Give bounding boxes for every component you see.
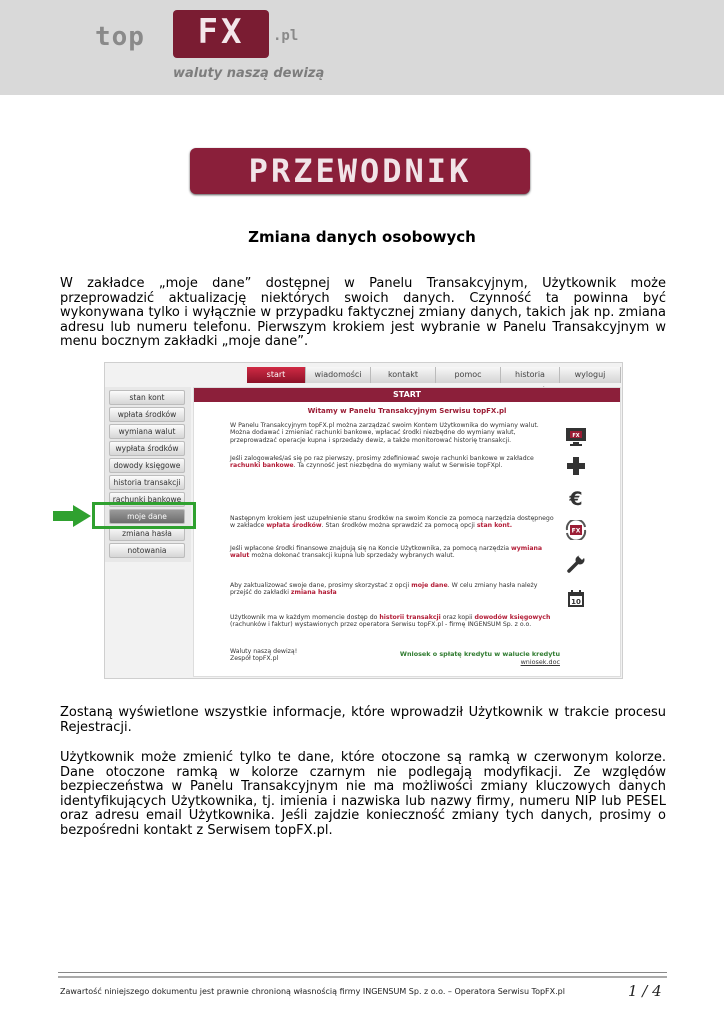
sidebar-item-wyplata-srodkow[interactable]: wypłata środków [109,441,185,456]
svg-text:FX: FX [572,433,580,439]
sidebar-item-wplata-srodkow[interactable]: wpłata środków [109,407,185,422]
history-text-1: Użytkownik ma w każdym momencie dostęp do [230,614,378,621]
header-band [0,0,724,95]
logo-top-text: top [95,22,145,52]
sidebar-item-stan-kont[interactable]: stan kont [109,390,185,405]
accounts-text-1: Jeśli zalogowałeś/aś się po raz pierwszy, prosimy zdefiniować swoje rachunki bankowe w zakładce [230,455,534,462]
deposit-block [230,515,560,530]
tab-wiadomosci[interactable]: wiadomości [306,367,371,383]
fx-exchange-icon [564,519,588,541]
sidebar-item-dowody-ksiegowe[interactable]: dowody księgowe [109,458,185,473]
info-paragraph: Zostaną wyświetlone wszystkie informacje, które wprowadził Użytkownik w trakcie procesu Rejestracji. [60,705,666,735]
topfx-logo [95,10,325,88]
monitor-fx-icon [564,426,588,448]
credit-file-link[interactable]: wniosek.doc [520,658,560,666]
intro-block: W Panelu Transakcyjnym topFX.pl można zarządzać swoim Kontem Użytkownika do wymiany walut. Można dodawać i zmieniać rachunki bankowe, wpłacać środki niezbędne do wymiany walut, przeprowadzać operacje kupna i sprzedaży dewiz, a także monitorować historię transakcji. [230,422,539,444]
accounts-text-2: . Ta czynność jest niezbędna do wymiany walut w Serwisie topFXpl. [293,462,503,470]
logo-pl-text: .pl [273,28,299,44]
przewodnik-banner [190,148,530,194]
history-text-3: (rachunków i faktur) wystawionych przez operatora Serwisu topFX.pl - firmę INGENSUM Sp. z o.o. [230,621,532,629]
moje-dane-highlight-frame [92,502,196,529]
tab-historia-zdarzen[interactable]: historia [501,367,560,383]
exchange-text-2: można dokonać transakcji kupna lub sprzedaży wybranych walut. [251,552,455,560]
link-moje-dane[interactable]: moje dane [411,582,448,589]
tab-start[interactable]: start [247,367,306,383]
logo-fx-text: FX [197,12,245,52]
link-wplata-srodkow[interactable]: wpłata środków [266,522,322,530]
tab-wyloguj[interactable]: wyloguj [560,367,621,383]
wrench-icon [564,553,588,575]
deposit-text-2: . Stan środków można sprawdzić za pomocą opcji [321,522,475,530]
sidebar-item-zmiana-hasla[interactable]: zmiana hasła [109,526,185,541]
link-stan-kont[interactable]: stan kont. [476,522,513,530]
euro-icon [564,487,588,509]
restriction-paragraph: Użytkownik może zmienić tylko te dane, które otoczone są ramką w czerwonym kolorze. Dane otoczone ramką w kolorze czarnym nie podlegają modyfikacji. Ze względów bezpieczeństwa w Panelu Transakcyjnym nie ma możliwości zmiany kluczowych danych identyfikujących Użytkownika, tj. imienia i nazwiska lub nazwy firmy, numeru NIP lub PESEL oraz adresu email Użytkownika. Jeśli zajdzie konieczność zmiany tych danych, prosimy o bezpośredni kontakt z Serwisem topFX.pl. [60,750,666,838]
sidebar-item-historia-transakcji[interactable]: historia transakcji [109,475,185,490]
banner-text: PRZEWODNIK [248,152,472,190]
start-header: START [194,388,620,402]
link-dowody-ksiegowe[interactable]: dowodów księgowych [474,614,551,621]
exchange-block [230,545,560,560]
svg-text:10: 10 [571,598,581,606]
intro-paragraph: W zakładce „moje dane” dostępnej w Panelu Transakcyjnym, Użytkownik może przeprowadzić aktualizację niektórych swoich danych. Czynność ta powinna być wykonywana tylko i wyłącznie w przypadku faktycznej zmiany danych, takich jak np. zmiana adresu lub numeru telefonu. Pierwszym krokiem jest wybranie w Panelu Transakcyjnym w menu bocznym zakładki „moje dane”. [60,276,666,350]
profile-text-1: Aby zaktualizować swoje dane, prosimy skorzystać z opcji [230,582,410,589]
footer-divider-thin [58,972,667,973]
green-arrow-icon [53,505,91,527]
tab-pomoc[interactable]: pomoc [436,367,501,383]
page-title: Zmiana danych osobowych [248,228,476,246]
profile-block [230,582,560,597]
history-block [230,614,560,629]
logo-tagline: waluty naszą dewizą [173,66,325,81]
sidebar-item-moje-dane[interactable]: moje dane [109,509,185,524]
sidebar-item-notowania[interactable]: notowania [109,543,185,558]
page-number: 1 / 4 [628,982,662,1000]
sidebar-item-rachunki-bankowe[interactable]: rachunki bankowe [109,492,185,507]
signature-line-1: Waluty naszą dewizą! [230,648,298,655]
panel-top-nav [247,367,622,383]
footer-copyright: Zawartość niniejszego dokumentu jest prawnie chronioną własnością firmy INGENSUM Sp. z o.o. – Operatora Serwisu TopFX.pl [60,987,565,996]
link-rachunki-bankowe[interactable]: rachunki bankowe [230,462,294,470]
accounts-block [230,455,560,470]
profile-text-2: . W celu zmiany hasła należy przejść do zakładki [230,582,538,597]
link-zmiana-hasla[interactable]: zmiana hasła [290,589,337,597]
panel-sidebar [105,387,191,562]
svg-text:FX: FX [571,527,581,535]
link-historia-transakcji[interactable]: historii transakcji [379,614,441,621]
panel-main [193,387,621,677]
svg-text:€: € [569,488,583,508]
history-text-2: oraz kopii [442,614,473,621]
tab-kontakt[interactable]: kontakt [371,367,436,383]
credit-link[interactable]: Wniosek o spłatę kredytu w walucie kredytu [399,650,560,658]
deposit-text-1: Następnym krokiem jest uzupełnienie stanu środków na swoim Koncie za pomocą narzędzia dostępnego w zakładce [230,515,554,530]
welcome-heading: Witamy w Panelu Transakcyjnym Serwisu topFX.pl [307,407,507,415]
footer-divider-thick [58,976,667,978]
calendar-icon [564,588,588,610]
exchange-text-1: Jeśli wpłacone środki finansowe znajdują się na Koncie Użytkownika, za pomocą narzędzia [230,545,510,552]
sidebar-item-wymiana-walut[interactable]: wymiana walut [109,424,185,439]
plus-icon [564,455,588,477]
link-wymiana-walut[interactable]: wymiana walut [230,545,543,560]
signature-line-2: Zespół topFX.pl [230,655,279,663]
